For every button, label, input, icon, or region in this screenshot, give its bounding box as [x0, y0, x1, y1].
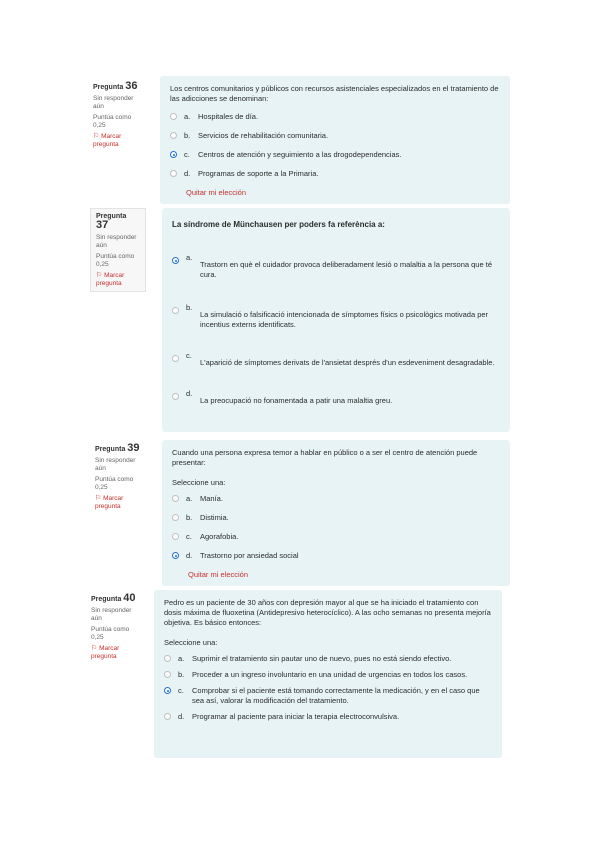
answer-option-d[interactable]: d. La preocupació no fonamentada a patir una malaltia greu. [172, 392, 500, 406]
flag-icon: ⚐ [95, 495, 102, 502]
question-info [90, 440, 148, 530]
question-text: Los centros comunitarios y públicos con recursos asistenciales especializados en el tratamiento de las adicciones se denominan: [170, 84, 499, 103]
question-status: Sin responder aún [96, 234, 137, 249]
radio-button[interactable] [172, 533, 179, 540]
question-status: Sin responder aún [95, 457, 136, 472]
question-text: Cuando una persona expresa temor a hablar en público o a ser el centro de atención puede presentar: [172, 448, 478, 467]
answer-option-d[interactable]: d. Programar al paciente para iniciar la terapia electroconvulsiva. [164, 712, 492, 722]
radio-button[interactable] [164, 713, 171, 720]
select-prompt: Seleccione una: [172, 478, 226, 487]
answer-option-d[interactable]: d. Trastorno por ansiedad social [172, 551, 500, 561]
question-content [154, 590, 502, 758]
radio-button[interactable] [170, 132, 177, 139]
radio-button-selected[interactable] [172, 552, 179, 559]
radio-button[interactable] [172, 393, 179, 400]
flag-icon: ⚐ [93, 133, 100, 140]
answer-option-a[interactable]: a. Suprimir el tratamiento sin pautar uno de nuevo, pues no está siendo efectivo. [164, 654, 492, 664]
question-content [160, 76, 510, 204]
question-info [88, 78, 146, 158]
question-text: Pedro es un paciente de 30 años con depresión mayor al que se ha iniciado el tratamiento con dosis máxima de fluoxetina (Antidepresivo heterocíclico). A las ocho semanas no presenta mejoría objetiva. Es básico entonces: [164, 598, 491, 627]
answer-option-c[interactable]: c. Agorafobia. [172, 532, 500, 542]
radio-button-selected[interactable] [170, 151, 177, 158]
flag-question-link[interactable]: ⚐ Marcar pregunta [91, 645, 120, 660]
flag-question-link[interactable]: ⚐ Marcar pregunta [95, 495, 124, 510]
question-content [162, 440, 510, 586]
radio-button-selected[interactable] [172, 257, 179, 264]
answer-option-c[interactable]: c. Centros de atención y seguimiento a las drogodependencias. [170, 150, 500, 160]
question-score: Puntúa como 0,25 [96, 253, 135, 268]
question-number: Pregunta 36 [93, 80, 138, 92]
question-status: Sin responder aún [91, 607, 132, 622]
clear-choice-link[interactable]: Quitar mi elección [188, 570, 249, 579]
answer-option-b[interactable]: b. Servicios de rehabilitación comunitaria. [170, 131, 500, 141]
flag-question-link[interactable]: ⚐ Marcar pregunta [93, 133, 122, 148]
radio-button[interactable] [172, 307, 179, 314]
question-score: Puntúa como 0,25 [93, 114, 132, 129]
question-number: Pregunta 40 [91, 592, 136, 604]
select-prompt: Seleccione una: [164, 638, 218, 647]
question-info [90, 208, 146, 292]
question-status: Sin responder aún [93, 95, 134, 110]
radio-button[interactable] [170, 170, 177, 177]
radio-button[interactable] [172, 495, 179, 502]
question-info [86, 590, 144, 680]
radio-button[interactable] [172, 355, 179, 362]
radio-button-selected[interactable] [164, 687, 171, 694]
answer-option-a[interactable]: a. Manía. [172, 494, 500, 504]
answer-option-b[interactable]: b. Distimia. [172, 513, 500, 523]
flag-icon: ⚐ [91, 645, 98, 652]
radio-button[interactable] [172, 514, 179, 521]
flag-icon: ⚐ [96, 272, 103, 279]
answer-option-a[interactable]: a. Hospitales de día. [170, 112, 500, 122]
question-score: Puntúa como 0,25 [95, 476, 134, 491]
answer-option-b[interactable]: b. Proceder a un ingreso involuntario en una unidad de urgencias en todos los casos. [164, 670, 492, 680]
answer-option-d[interactable]: d. Programas de soporte a la Primaria. [170, 169, 500, 179]
answer-option-c[interactable]: c. L'aparició de símptomes derivats de l'ansietat després d'un esdeveniment desagradable. [172, 354, 500, 368]
question-number: Pregunta 39 [95, 442, 140, 454]
question-content [162, 208, 510, 432]
radio-button[interactable] [164, 655, 171, 662]
answer-option-a[interactable]: a. Trastorn en què el cuidador provoca deliberadament lesió o malaltia a la persona que té cura. [172, 256, 500, 280]
question-text: La síndrome de Münchausen per poders fa referència a: [172, 220, 385, 229]
answer-option-b[interactable]: b. La simulació o falsificació intencionada de símptomes físics o psicològics motivada per incentius externs identificats. [172, 306, 500, 330]
radio-button[interactable] [170, 113, 177, 120]
question-number: Pregunta 37 [96, 213, 127, 231]
flag-question-link[interactable]: ⚐ Marcar pregunta [96, 272, 125, 287]
clear-choice-link[interactable]: Quitar mi elección [186, 188, 247, 197]
question-score: Puntúa como 0,25 [91, 626, 130, 641]
radio-button[interactable] [164, 671, 171, 678]
answer-option-c[interactable]: c. Comprobar si el paciente está tomando correctamente la medicación, y en el caso que sea así, valorar la modificación del tratamiento. [164, 686, 492, 706]
